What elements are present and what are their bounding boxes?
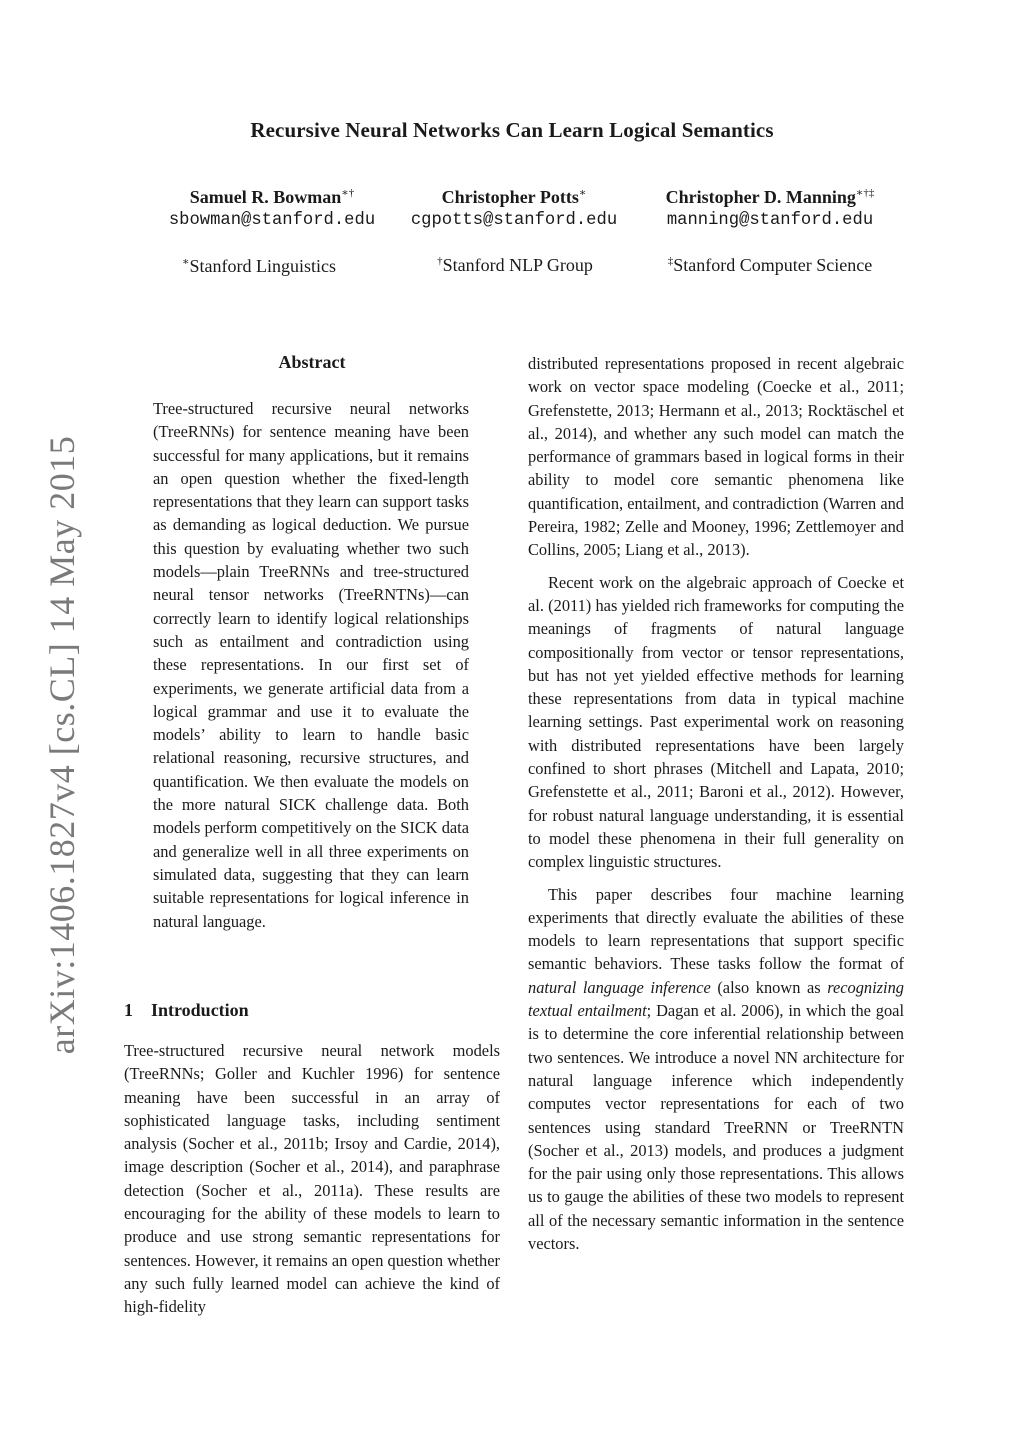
affiliation-1-name: Stanford Linguistics	[189, 256, 336, 276]
right-column	[528, 352, 904, 1264]
author-3-marks: ∗†‡	[855, 187, 875, 199]
p3-emphasis-nli: natural language inference	[528, 977, 711, 997]
intro-left-column	[124, 1039, 500, 1319]
author-2	[364, 186, 664, 230]
affiliation-3-mark: ‡	[667, 255, 674, 267]
author-2-name-line	[364, 186, 664, 208]
intro-paragraph-1-continued: distributed representations proposed in recent algebraic work on vector space modeling (Coecke et al., 2011; Grefenstette, 2013; Hermann et al., 2013; Rocktäschel et al., 2014), and whether any such model can match the performance of grammars based in logical forms in their ability to model core semantic phenomena like quantification, entailment, and contradiction (Warren and Pereira, 1982; Zelle and Mooney, 1996; Zettlemoyer and Collins, 2005; Liang et al., 2013).	[528, 354, 904, 560]
author-2-name: Christopher Potts	[441, 187, 579, 207]
intro-paragraph-3	[528, 883, 904, 1256]
author-2-email[interactable]: cgpotts@stanford.edu	[410, 211, 618, 230]
section-heading-introduction	[124, 1000, 249, 1021]
intro-paragraph-1: Tree-structured recursive neural network models (TreeRNNs; Goller and Kuchler 1996) for sentence meaning have been successful in an array of sophisticated language tasks, including sentiment analysis (Socher et al., 2011b; Irsoy and Cardie, 2014), image description (Socher et al., 2014), and paraphrase detection (Socher et al., 2011a). These results are encouraging for the ability of these models to learn to produce and use strong semantic representations for sentences. However, it remains an open question whether any such fully learned model can achieve the kind of high-fidelity	[124, 1041, 500, 1317]
affiliation-3-name: Stanford Computer Science	[673, 255, 873, 275]
affiliation-1	[109, 255, 409, 277]
abstract-body	[153, 397, 469, 933]
p3-emphasis-rte: recognizing textual entailment	[528, 977, 904, 1021]
author-2-marks: ∗	[578, 187, 587, 199]
affiliation-2-mark: †	[437, 255, 443, 267]
author-3-name: Christopher D. Manning	[665, 187, 856, 207]
p3-text-b: (also known as	[710, 977, 828, 997]
author-3-name-line	[620, 186, 920, 208]
author-1-marks: ∗†	[341, 187, 355, 199]
author-1-email[interactable]: sbowman@stanford.edu	[168, 211, 376, 230]
intro-paragraph-2: Recent work on the algebraic approach of Coecke et al. (2011) has yielded rich frameworks for computing the meanings of fragments of natural language compositionally from vector or tensor representations, but has not yet yielded effective methods for learning these representations from data in typical machine learning settings. Past experimental work on reasoning with distributed representations have been largely confined to short phrases (Mitchell and Lapata, 2010; Grefenstette et al., 2011; Baroni et al., 2012). However, for robust natural language understanding, it is essential to model these phenomena in their full generality on complex linguistic structures.	[528, 572, 904, 872]
author-1-name: Samuel R. Bowman	[189, 187, 342, 207]
author-3	[620, 186, 920, 230]
section-number: 1	[124, 1000, 133, 1020]
abstract-heading: Abstract	[278, 352, 346, 372]
affiliation-3	[620, 255, 920, 276]
affiliation-1-mark: ∗	[182, 256, 190, 268]
p3-text-c: ; Dagan et al. 2006), in which the goal is to determine the core inferential relationship between two sentences. We introduce a novel NN architecture for natural language inference which independently computes vector representations for each of two sentences using standard TreeRNN or TreeRNTN (Socher et al., 2013) models, and produces a judgment for the pair using only those representations. This allows us to gauge the abilities of these two models to represent all of the necessary semantic information in the sentence vectors.	[528, 1001, 904, 1253]
section-title: Introduction	[151, 1000, 249, 1020]
arxiv-identifier-stamp: arXiv:1406.1827v4 [cs.CL] 14 May 2015	[42, 435, 82, 1055]
paper-title: Recursive Neural Networks Can Learn Logical Semantics	[250, 118, 774, 142]
author-3-email[interactable]: manning@stanford.edu	[666, 211, 874, 230]
abstract-text: Tree-structured recursive neural networks (TreeRNNs) for sentence meaning have been successful for many applications, but it remains an open question whether the fixed-length representations that they learn can support tasks as demanding as logical deduction. We pursue this question by evaluating whether two such models—plain TreeRNNs and tree-structured neural tensor networks (TreeRNTNs)—can correctly learn to identify logical relationships such as entailment and contradiction using these representations. In our first set of experiments, we generate artificial data from a logical grammar and use it to evaluate the models’ ability to learn to handle basic relational reasoning, recursive structures, and quantification. We then evaluate the models on the more natural SICK challenge data. Both models perform competitively on the SICK data and generalize well in all three experiments on simulated data, suggesting that they can learn suitable representations for logical inference in natural language.	[153, 399, 469, 931]
affiliation-2-name: Stanford NLP Group	[442, 255, 593, 275]
p3-text-a: This paper describes four machine learning experiments that directly evaluate the abilities of these models to learn representations that support specific semantic behaviors. These tasks follow the format of	[528, 884, 904, 974]
